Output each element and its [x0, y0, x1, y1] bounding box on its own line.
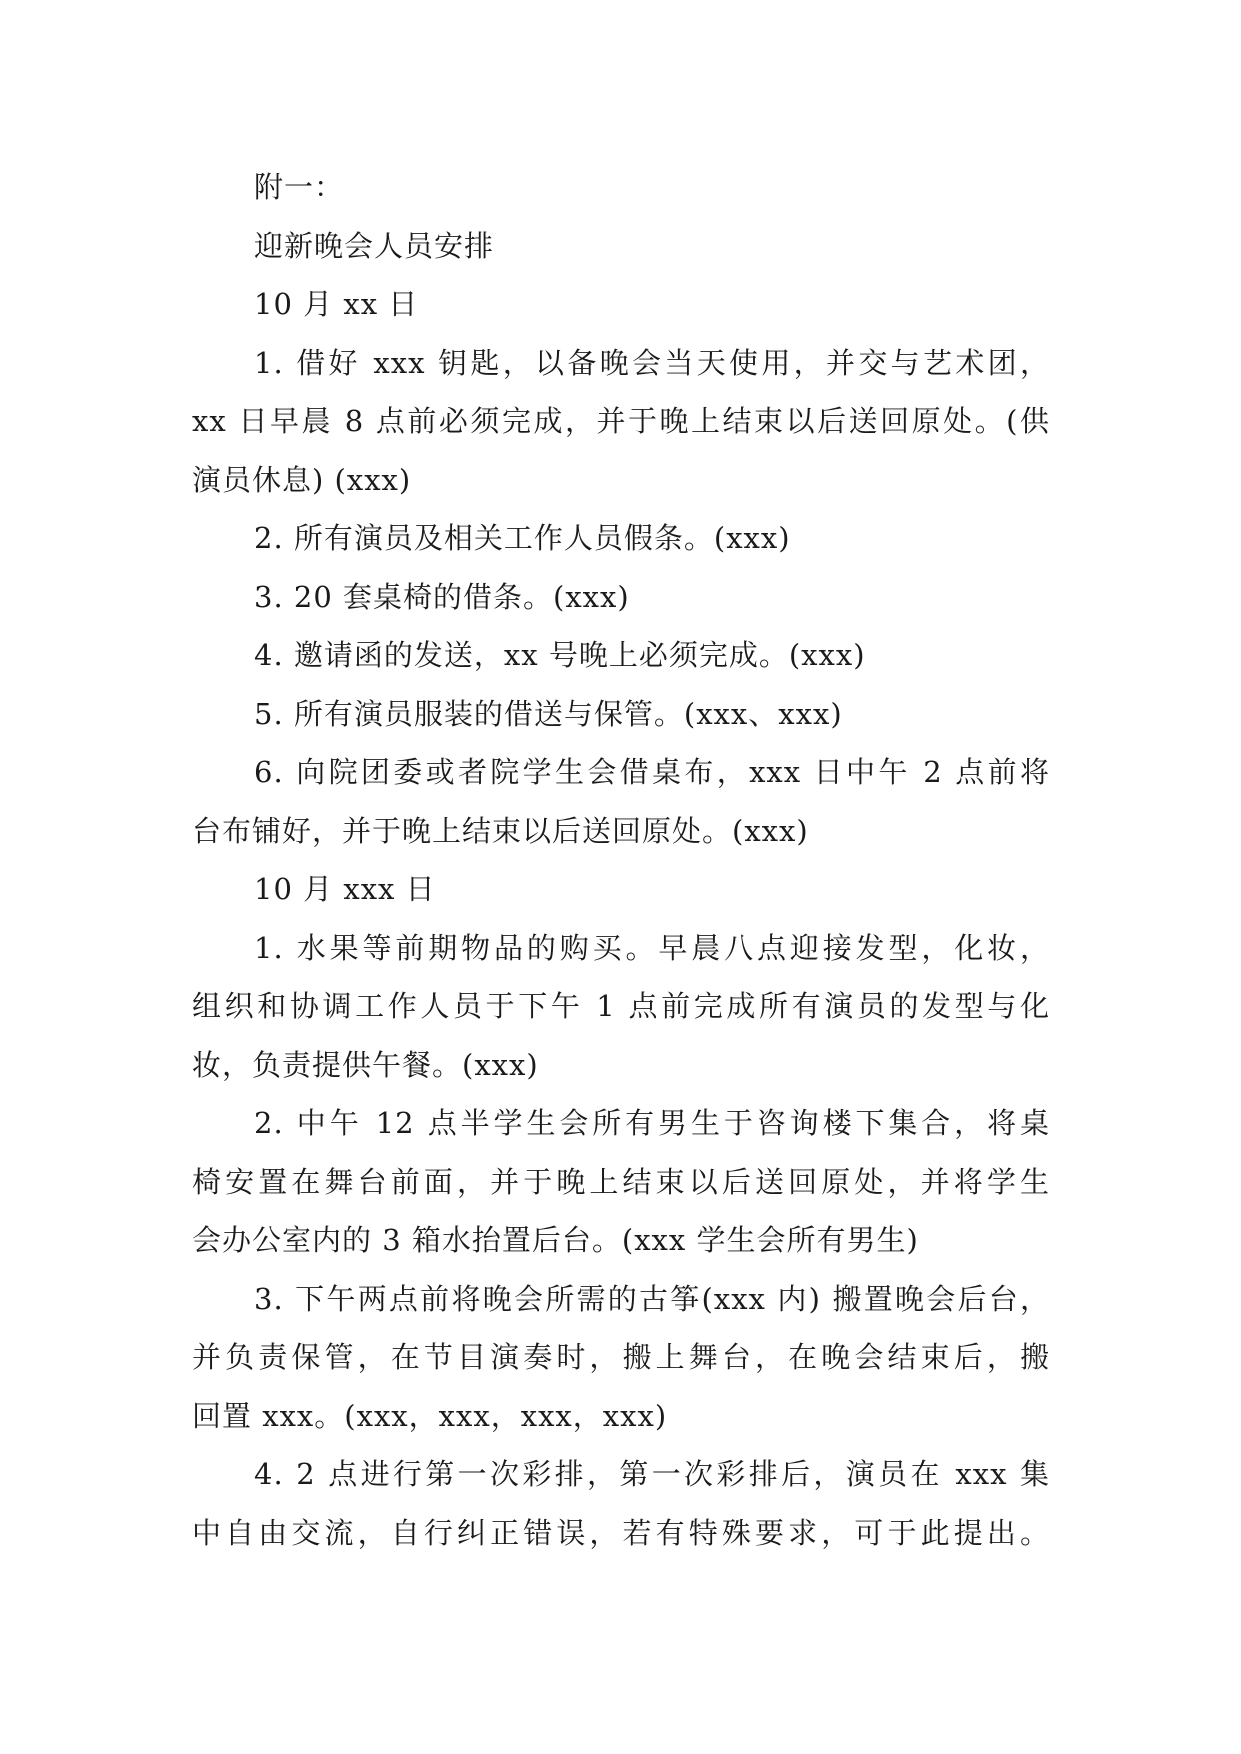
- paragraph-line: 椅安置在舞台前面，并于晚上结束以后送回原处，并将学生: [192, 1164, 1050, 1199]
- paragraph-line: 1. 水果等前期物品的购买。早晨八点迎接发型，化妆，: [254, 930, 1050, 965]
- paragraph-line: 中自由交流，自行纠正错误，若有特殊要求，可于此提出。: [192, 1515, 1050, 1550]
- paragraph-line: 妆，负责提供午餐。(xxx): [192, 1047, 539, 1082]
- paragraph-line: xx 日早晨 8 点前必须完成，并于晚上结束以后送回原处。(供: [192, 404, 1050, 438]
- paragraph-line: 会办公室内的 3 箱水抬置后台。(xxx 学生会所有男生): [192, 1223, 919, 1257]
- paragraph-line: 组织和协调工作人员于下午 1 点前完成所有演员的发型与化: [192, 989, 1050, 1023]
- paragraph-line: 4. 邀请函的发送，xx 号晚上必须完成。(xxx): [254, 638, 866, 672]
- paragraph-line: 并负责保管，在节目演奏时，搬上舞台，在晚会结束后，搬: [192, 1340, 1050, 1374]
- paragraph-line: 2. 中午 12 点半学生会所有男生于咨询楼下集合，将桌: [254, 1106, 1050, 1140]
- paragraph-line: 3. 20 套桌椅的借条。(xxx): [254, 579, 630, 614]
- document-body: [192, 158, 1050, 1562]
- paragraph-line: 5. 所有演员服装的借送与保管。(xxx、xxx): [254, 696, 843, 731]
- paragraph-line: 2. 所有演员及相关工作人员假条。(xxx): [254, 521, 791, 555]
- paragraph-line: 回置 xxx。(xxx，xxx，xxx，xxx): [192, 1398, 668, 1433]
- document-title: 迎新晚会人员安排: [254, 228, 495, 263]
- paragraph-line: 1. 借好 xxx 钥匙，以备晚会当天使用，并交与艺术团，: [254, 345, 1050, 380]
- attachment-label: 附一：: [254, 170, 345, 204]
- paragraph-line: 台布铺好，并于晚上结束以后送回原处。(xxx): [192, 813, 809, 848]
- section-date-1: 10 月 xx 日: [254, 287, 419, 321]
- paragraph-line: 3. 下午两点前将晚会所需的古筝(xxx 内) 搬置晚会后台，: [254, 1281, 1050, 1316]
- paragraph-line: 演员休息) (xxx): [192, 462, 412, 497]
- paragraph-line: 4. 2 点进行第一次彩排，第一次彩排后，演员在 xxx 集: [254, 1457, 1050, 1491]
- paragraph-line: 6. 向院团委或者院学生会借桌布，xxx 日中午 2 点前将: [254, 755, 1050, 789]
- section-date-2: 10 月 xxx 日: [254, 872, 436, 906]
